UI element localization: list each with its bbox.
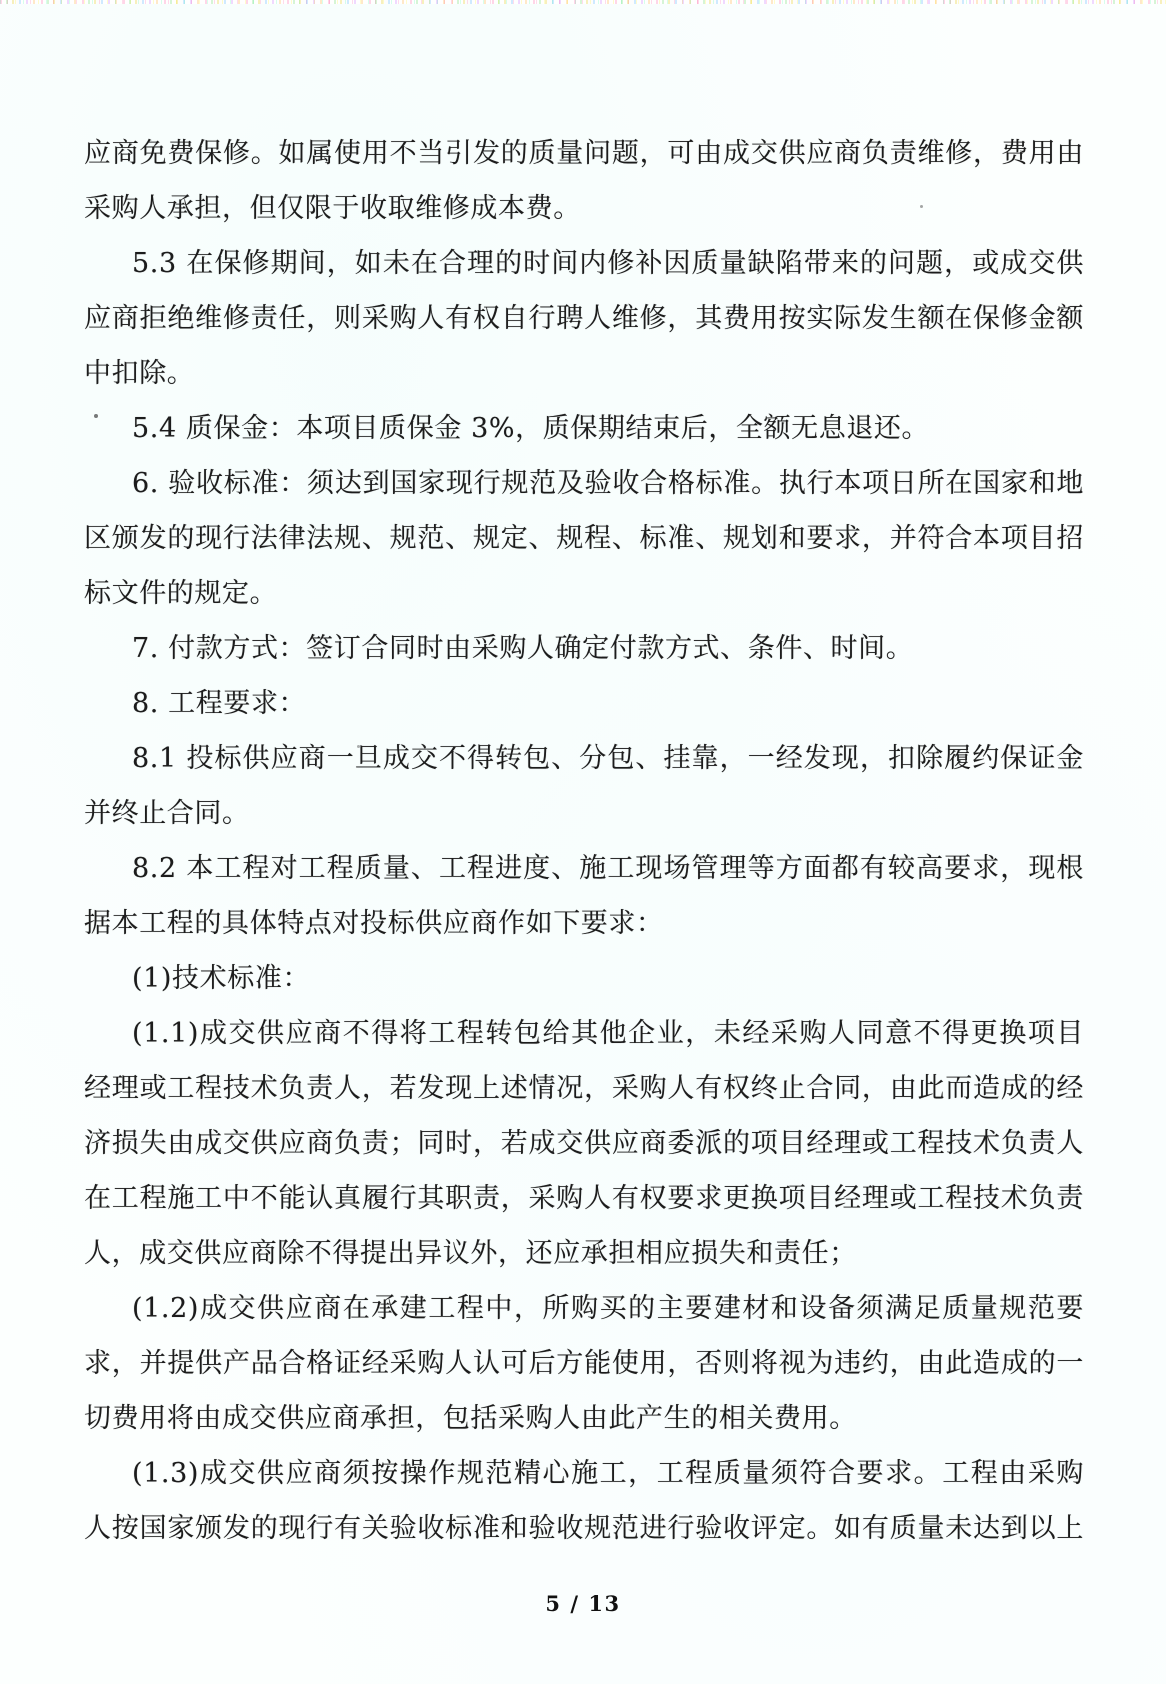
ink-speck <box>920 205 923 208</box>
text-line: (1.2)成交供应商在承建工程中，所购买的主要建材和设备须满足质量规范要 <box>132 1293 1084 1324</box>
ink-speck <box>94 414 98 418</box>
text-line: 并终止合同。 <box>84 798 250 829</box>
text-line: 5.3 在保修期间，如未在合理的时间内修补因质量缺陷带来的问题，或成交供 <box>132 248 1084 279</box>
text-line: 经理或工程技术负责人，若发现上述情况，采购人有权终止合同，由此而造成的经 <box>84 1073 1084 1104</box>
text-line: 区颁发的现行法律法规、规范、规定、规程、标准、规划和要求，并符合本项目招 <box>84 523 1084 554</box>
text-line: 济损失由成交供应商负责；同时，若成交供应商委派的项目经理或工程技术负责人 <box>84 1128 1084 1159</box>
text-line: (1)技术标准： <box>132 963 311 994</box>
text-line: (1.3)成交供应商须按操作规范精心施工，工程质量须符合要求。工程由采购 <box>132 1458 1084 1489</box>
text-line: 在工程施工中不能认真履行其职责，采购人有权要求更换项目经理或工程技术负责 <box>84 1183 1084 1214</box>
text-line: 采购人承担，但仅限于收取维修成本费。 <box>84 193 581 224</box>
scan-noise-strip <box>0 0 1166 4</box>
text-line: 人按国家颁发的现行有关验收标准和验收规范进行验收评定。如有质量未达到以上 <box>84 1513 1084 1544</box>
text-line: 8. 工程要求： <box>132 688 307 719</box>
text-line: 据本工程的具体特点对投标供应商作如下要求： <box>84 908 664 939</box>
text-line: 6. 验收标准：须达到国家现行规范及验收合格标准。执行本项日所在国家和地 <box>132 468 1084 499</box>
text-line: 标文件的规定。 <box>84 578 278 609</box>
text-line: 应商拒绝维修责任，则采购人有权自行聘人维修，其费用按实际发生额在保修金额 <box>84 303 1084 334</box>
page-number: 5 / 13 <box>545 1591 621 1616</box>
text-line: 8.2 本工程对工程质量、工程进度、施工现场管理等方面都有较高要求，现根 <box>132 853 1084 884</box>
text-line: 人，成交供应商除不得提出异议外，还应承担相应损失和责任； <box>84 1238 857 1269</box>
ink-speck <box>357 745 360 748</box>
text-line: 7. 付款方式：签订合同时由采购人确定付款方式、条件、时间。 <box>132 633 914 664</box>
document-body <box>84 126 1084 1556</box>
text-line: 中扣除。 <box>84 358 195 389</box>
text-line: 求，并提供产品合格证经采购人认可后方能使用，否则将视为违约，由此造成的一 <box>84 1348 1084 1379</box>
text-line: 应商免费保修。如属使用不当引发的质量问题，可由成交供应商负责维修，费用由 <box>84 138 1084 169</box>
text-line: 5.4 质保金：本项目质保金 3%，质保期结束后，全额无息退还。 <box>132 413 930 444</box>
text-line: 8.1 投标供应商一旦成交不得转包、分包、挂靠，一经发现，扣除履约保证金 <box>132 743 1084 774</box>
text-line: 切费用将由成交供应商承担，包括采购人由此产生的相关费用。 <box>84 1403 857 1434</box>
text-line: (1.1)成交供应商不得将工程转包给其他企业，未经采购人同意不得更换项目 <box>132 1018 1084 1049</box>
